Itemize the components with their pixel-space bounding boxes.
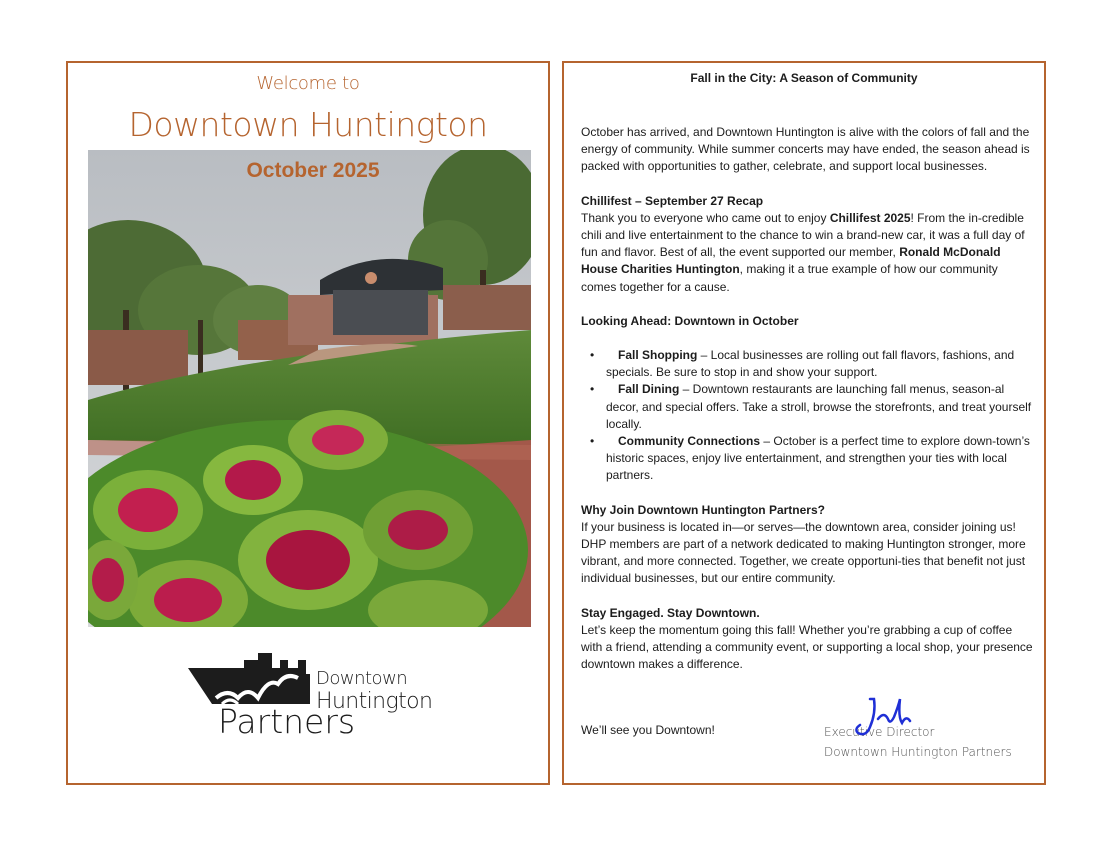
why-join-text: If your business is located in—or serves—the downtown area, consider joining us! DHP members are part of a network dedicated to making Huntington stronger, more vibrant, and more connected. Together, we create opportuni-ties that benefit not just individual businesses, but our entire community. [581, 519, 1026, 586]
downtown-plaza-photo [88, 150, 531, 627]
farewell-text: We’ll see you Downtown! [581, 723, 715, 737]
looking-ahead-heading-wrap [581, 313, 1033, 330]
chillifest-bold-2: Ronald McDonald House Charities Huntington [581, 245, 1001, 277]
logo-line-partners: Partners [218, 702, 356, 741]
intro-paragraph: October has arrived, and Downtown Huntington is alive with the colors of fall and the energy of community. While summer concerts may have ended, the season ahead is packed with opportunities to gather, celebrate, and support local businesses. [581, 125, 1030, 174]
newsletter-title: Fall in the City: A Season of Community [690, 71, 918, 85]
chillifest-bold-1: Chillifest 2025 [829, 210, 911, 225]
chillifest-text-3: , making it a true example of how our community comes together for a cause. [581, 262, 998, 294]
looking-ahead-list [581, 347, 1033, 485]
list-item [581, 347, 1033, 381]
signature-role: Executive Director [824, 725, 935, 739]
newsletter-body [581, 124, 1033, 690]
newsletter-panel [562, 61, 1046, 785]
chillifest-section [581, 193, 1033, 296]
list-item-text: – Downtown restaurants are launching fall menus, season-al decor, and special offers. Take a stroll, browse the storefronts, and treat yourself locally. [606, 382, 1032, 431]
dhp-logo [188, 648, 448, 743]
logo-line-huntington: Huntington [316, 689, 433, 714]
list-item-text: – Local businesses are rolling out fall flavors, fashions, and specials. Be sure to stop in and show your support. [606, 348, 1015, 380]
signature-org: Downtown Huntington Partners [824, 745, 1012, 759]
welcome-text: Welcome to [256, 73, 360, 94]
issue-month: October 2025 [246, 159, 380, 182]
stay-section [581, 605, 1033, 674]
stay-heading: Stay Engaged. Stay Downtown. [581, 605, 760, 620]
cover-title: Downtown Huntington [128, 105, 488, 144]
list-item [581, 381, 1033, 433]
logo-line-downtown: Downtown [316, 668, 408, 689]
handwritten-signature-icon [848, 693, 918, 743]
why-join-section [581, 502, 1033, 588]
list-item [581, 433, 1033, 485]
list-item-label: Fall Shopping [618, 348, 698, 363]
chillifest-text-2: ! From the in-credible chili and live entertainment to the chance to win a brand-new car, it was a full day of fun and flavor. Best of all, the event supported our member, [581, 210, 1025, 260]
signature-block [824, 693, 1034, 763]
list-item-label: Fall Dining [618, 382, 680, 397]
chillifest-text-1: Thank you to everyone who came out to enjoy [581, 210, 830, 225]
list-item-text: – October is a perfect time to explore down-town’s historic spaces, enjoy live entertainment, and strengthen your ties with local partners. [606, 434, 1030, 483]
list-item-label: Community Connections [618, 434, 761, 449]
stay-text: Let’s keep the momentum going this fall! Whether you’re grabbing a cup of coffee with a friend, attending a community event, or supporting a local shop, your presence downtown makes a difference. [581, 622, 1033, 672]
why-join-heading: Why Join Downtown Huntington Partners? [581, 502, 825, 517]
looking-ahead-heading: Looking Ahead: Downtown in October [581, 313, 799, 328]
cover-panel [66, 61, 550, 785]
chillifest-heading: Chillifest – September 27 Recap [581, 193, 764, 208]
